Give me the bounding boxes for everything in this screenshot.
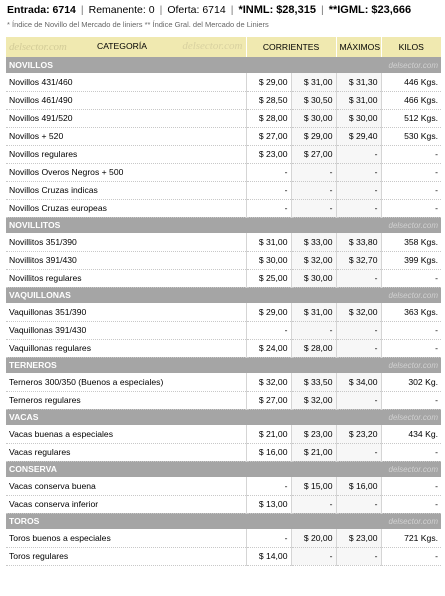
max-price-cell: -	[336, 339, 381, 357]
min-price-cell: $ 23,00	[246, 145, 291, 163]
maximos-header: MÁXIMOS	[336, 37, 381, 57]
kilos-cell: -	[381, 339, 441, 357]
current-price-cell: $ 30,00	[291, 109, 336, 127]
min-price-cell: -	[246, 163, 291, 181]
min-price-cell: -	[246, 321, 291, 339]
current-price-cell: $ 33,00	[291, 233, 336, 251]
igml-value: $23,666	[371, 4, 412, 16]
category-name-cell: Vacas conserva buena	[6, 477, 246, 495]
table-row	[6, 477, 441, 495]
section-title: TERNEROS	[6, 357, 246, 373]
table-header-row	[6, 37, 441, 57]
remanente-label: Remanente:	[88, 4, 146, 16]
category-name-cell: Novillos 491/520	[6, 109, 246, 127]
categoria-header	[6, 37, 246, 57]
current-price-cell: $ 32,00	[291, 391, 336, 409]
category-name-cell: Novillos Cruzas europeas	[6, 199, 246, 217]
entrada-value: 6714	[52, 4, 76, 16]
max-price-cell: -	[336, 163, 381, 181]
kilos-cell: -	[381, 391, 441, 409]
kilos-cell: -	[381, 495, 441, 513]
min-price-cell: $ 25,00	[246, 269, 291, 287]
max-price-cell: $ 30,00	[336, 109, 381, 127]
category-name-cell: Novillos + 520	[6, 127, 246, 145]
corrientes-header: CORRIENTES	[246, 37, 336, 57]
min-price-cell: $ 16,00	[246, 443, 291, 461]
current-price-cell: -	[291, 163, 336, 181]
kilos-cell: -	[381, 181, 441, 199]
current-price-cell: $ 31,00	[291, 73, 336, 91]
category-name-cell: Vaquillonas 351/390	[6, 303, 246, 321]
max-price-cell: -	[336, 495, 381, 513]
current-price-cell: $ 31,00	[291, 303, 336, 321]
table-row	[6, 199, 441, 217]
section-brand-watermark: delsector.com	[246, 513, 441, 529]
kilos-cell: 399 Kgs.	[381, 251, 441, 269]
header-watermark: delsector.com	[182, 40, 243, 52]
category-name-cell: Vaquillonas regulares	[6, 339, 246, 357]
category-name-cell: Vaquillonas 391/430	[6, 321, 246, 339]
section-brand-watermark: delsector.com	[246, 357, 441, 373]
current-price-cell: $ 28,00	[291, 339, 336, 357]
min-price-cell: -	[246, 529, 291, 547]
table-row	[6, 91, 441, 109]
table-row	[6, 127, 441, 145]
table-body	[6, 57, 441, 565]
max-price-cell: -	[336, 181, 381, 199]
section-brand-watermark: delsector.com	[246, 57, 441, 73]
current-price-cell: $ 23,00	[291, 425, 336, 443]
kilos-cell: 358 Kgs.	[381, 233, 441, 251]
category-name-cell: Terneros 300/350 (Buenos a especiales)	[6, 373, 246, 391]
max-price-cell: $ 32,00	[336, 303, 381, 321]
price-table	[6, 37, 441, 566]
min-price-cell: $ 29,00	[246, 73, 291, 91]
category-name-cell: Vacas conserva inferior	[6, 495, 246, 513]
min-price-cell: $ 29,00	[246, 303, 291, 321]
market-stats-bar	[7, 2, 441, 18]
max-price-cell: -	[336, 199, 381, 217]
max-price-cell: $ 32,70	[336, 251, 381, 269]
category-name-cell: Novillos 431/460	[6, 73, 246, 91]
kilos-cell: -	[381, 443, 441, 461]
category-name-cell: Vacas regulares	[6, 443, 246, 461]
table-row	[6, 425, 441, 443]
section-brand-watermark: delsector.com	[246, 461, 441, 477]
kilos-cell: -	[381, 199, 441, 217]
kilos-cell: 512 Kgs.	[381, 109, 441, 127]
category-name-cell: Novillos 461/490	[6, 91, 246, 109]
category-name-cell: Toros buenos a especiales	[6, 529, 246, 547]
section-title: NOVILLOS	[6, 57, 246, 73]
category-name-cell: Novillitos 351/390	[6, 233, 246, 251]
header-logo: delsector.com	[9, 41, 67, 53]
table-row	[6, 233, 441, 251]
max-price-cell: -	[336, 443, 381, 461]
max-price-cell: $ 23,00	[336, 529, 381, 547]
kilos-cell: 466 Kgs.	[381, 91, 441, 109]
current-price-cell: -	[291, 181, 336, 199]
max-price-cell: -	[336, 547, 381, 565]
min-price-cell: $ 14,00	[246, 547, 291, 565]
section-header	[6, 409, 441, 425]
section-title: NOVILLITOS	[6, 217, 246, 233]
table-row	[6, 251, 441, 269]
section-title: TOROS	[6, 513, 246, 529]
section-brand-watermark: delsector.com	[246, 217, 441, 233]
separator: |	[80, 4, 84, 16]
oferta-value: 6714	[202, 4, 226, 16]
max-price-cell: $ 16,00	[336, 477, 381, 495]
table-row	[6, 443, 441, 461]
category-name-cell: Novillos regulares	[6, 145, 246, 163]
table-row	[6, 181, 441, 199]
min-price-cell: -	[246, 181, 291, 199]
max-price-cell: $ 31,30	[336, 73, 381, 91]
min-price-cell: $ 32,00	[246, 373, 291, 391]
table-row	[6, 303, 441, 321]
category-name-cell: Novillitos 391/430	[6, 251, 246, 269]
current-price-cell: $ 30,00	[291, 269, 336, 287]
max-price-cell: $ 31,00	[336, 91, 381, 109]
kilos-cell: -	[381, 269, 441, 287]
section-brand-watermark: delsector.com	[246, 409, 441, 425]
table-row	[6, 547, 441, 565]
section-title: VACAS	[6, 409, 246, 425]
category-name-cell: Novillos Cruzas indicas	[6, 181, 246, 199]
categoria-header-label: CATEGORÍA	[97, 41, 147, 51]
kilos-cell: -	[381, 321, 441, 339]
kilos-cell: -	[381, 547, 441, 565]
current-price-cell: $ 27,00	[291, 145, 336, 163]
section-header	[6, 57, 441, 73]
table-row	[6, 321, 441, 339]
max-price-cell: $ 23,20	[336, 425, 381, 443]
min-price-cell: $ 21,00	[246, 425, 291, 443]
index-footnote: * Índice de Novillo del Mercado de liniers ** Índice Gral. del Mercado de Liniers	[7, 20, 269, 29]
max-price-cell: $ 34,00	[336, 373, 381, 391]
inml-value: $28,315	[276, 4, 316, 16]
section-header	[6, 357, 441, 373]
section-brand-watermark: delsector.com	[246, 287, 441, 303]
kilos-cell: -	[381, 145, 441, 163]
max-price-cell: $ 29,40	[336, 127, 381, 145]
current-price-cell: $ 32,00	[291, 251, 336, 269]
current-price-cell: -	[291, 495, 336, 513]
current-price-cell: $ 20,00	[291, 529, 336, 547]
category-name-cell: Novillos Overos Negros + 500	[6, 163, 246, 181]
section-header	[6, 513, 441, 529]
current-price-cell: $ 33,50	[291, 373, 336, 391]
max-price-cell: $ 33,80	[336, 233, 381, 251]
separator: |	[320, 4, 324, 16]
table-row	[6, 163, 441, 181]
table-row	[6, 269, 441, 287]
section-title: CONSERVA	[6, 461, 246, 477]
category-name-cell: Novillitos regulares	[6, 269, 246, 287]
inml-label: *INML:	[238, 4, 274, 16]
min-price-cell: $ 28,00	[246, 109, 291, 127]
table-row	[6, 109, 441, 127]
max-price-cell: -	[336, 391, 381, 409]
current-price-cell: $ 30,50	[291, 91, 336, 109]
entrada-label: Entrada:	[7, 4, 50, 16]
current-price-cell: -	[291, 547, 336, 565]
current-price-cell: $ 21,00	[291, 443, 336, 461]
kilos-cell: 530 Kgs.	[381, 127, 441, 145]
table-row	[6, 529, 441, 547]
category-name-cell: Vacas buenas a especiales	[6, 425, 246, 443]
kilos-cell: 721 Kgs.	[381, 529, 441, 547]
min-price-cell: $ 24,00	[246, 339, 291, 357]
category-name-cell: Toros regulares	[6, 547, 246, 565]
kilos-cell: 302 Kg.	[381, 373, 441, 391]
section-header	[6, 217, 441, 233]
remanente-value: 0	[148, 4, 155, 16]
category-name-cell: Terneros regulares	[6, 391, 246, 409]
min-price-cell: -	[246, 477, 291, 495]
min-price-cell: $ 13,00	[246, 495, 291, 513]
separator: |	[159, 4, 163, 16]
oferta-label: Oferta:	[167, 4, 200, 16]
max-price-cell: -	[336, 321, 381, 339]
current-price-cell: -	[291, 199, 336, 217]
min-price-cell: $ 27,00	[246, 127, 291, 145]
section-header	[6, 461, 441, 477]
table-row	[6, 339, 441, 357]
section-header	[6, 287, 441, 303]
min-price-cell: $ 30,00	[246, 251, 291, 269]
table-row	[6, 73, 441, 91]
kilos-cell: 446 Kgs.	[381, 73, 441, 91]
max-price-cell: -	[336, 269, 381, 287]
table-row	[6, 391, 441, 409]
min-price-cell: $ 27,00	[246, 391, 291, 409]
min-price-cell: $ 28,50	[246, 91, 291, 109]
kilos-cell: -	[381, 477, 441, 495]
max-price-cell: -	[336, 145, 381, 163]
kilos-header: KILOS	[381, 37, 441, 57]
kilos-cell: 363 Kgs.	[381, 303, 441, 321]
table-row	[6, 373, 441, 391]
current-price-cell: $ 29,00	[291, 127, 336, 145]
min-price-cell: -	[246, 199, 291, 217]
kilos-cell: -	[381, 163, 441, 181]
section-title: VAQUILLONAS	[6, 287, 246, 303]
current-price-cell: -	[291, 321, 336, 339]
separator: |	[230, 4, 234, 16]
table-row	[6, 495, 441, 513]
table-row	[6, 145, 441, 163]
kilos-cell: 434 Kg.	[381, 425, 441, 443]
min-price-cell: $ 31,00	[246, 233, 291, 251]
igml-label: **IGML:	[328, 4, 369, 16]
current-price-cell: $ 15,00	[291, 477, 336, 495]
